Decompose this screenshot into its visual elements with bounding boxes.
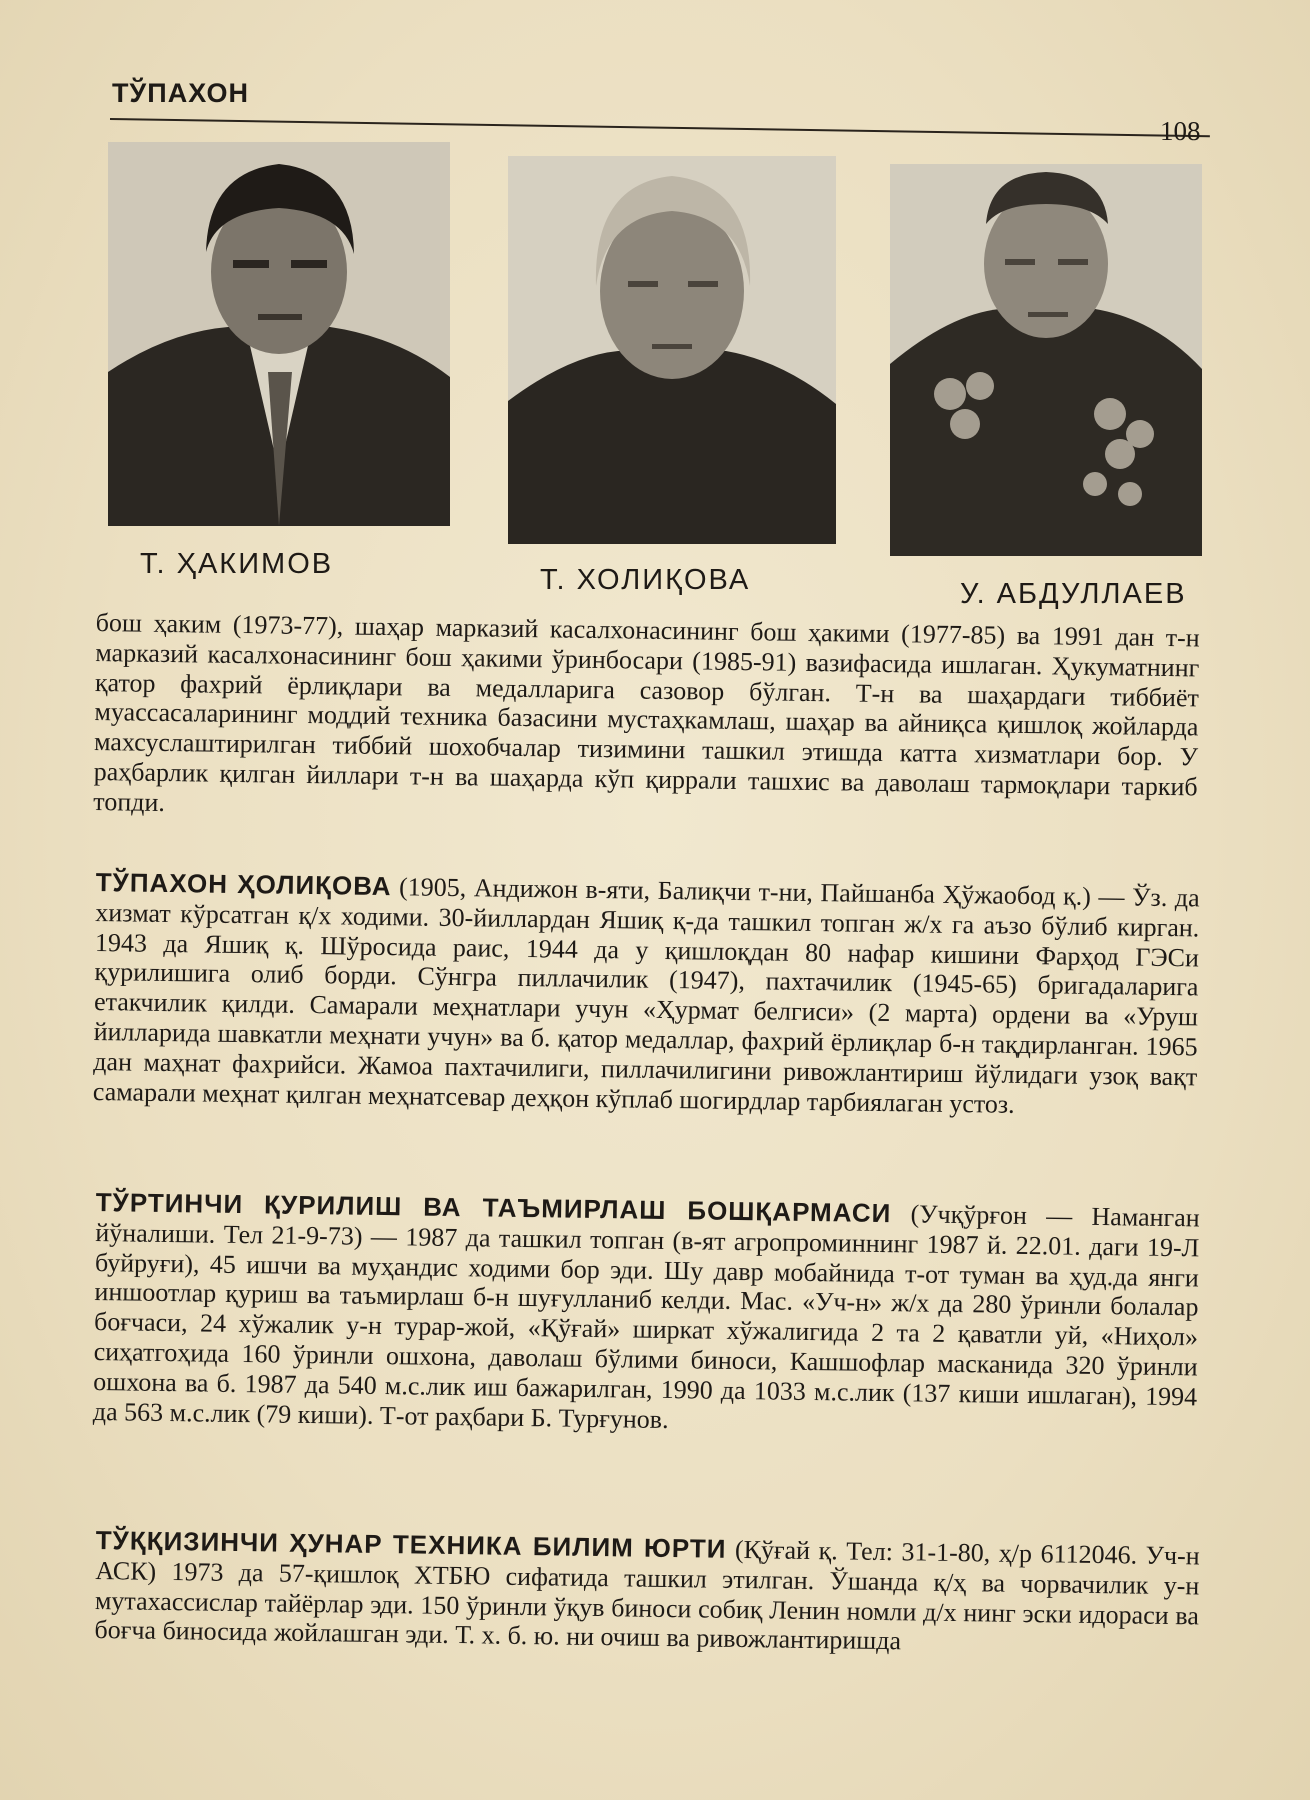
running-header-title: ТЎПАХОН [112, 78, 250, 108]
article-heading: ТЎРТИНЧИ ҚУРИЛИШ ВА ТАЪМИРЛАШ БОШҚАРМАСИ [95, 1187, 892, 1229]
portrait-photo-holiqova [508, 156, 836, 544]
article-text: (1905, Андижон в-яти, Балиқчи т-ни, Пайшанба Ҳўжаобод қ.) — Ўз. да хизмат кўрсатган қ/х ходими. 30-йиллардан Яшиқ қ-да ташкил топган ж/х га аъзо бўлиб кирган. 1943 да Яшиқ қ. Шўросида раис, 1944 да у қишлоқдан 80 нафар кишини Фарҳод ГЭСи қурилишига олиб борди. Сўнгра пиллачилик (1947), пахтачилик (1945-65) бригадаларига етакчилик қилди. Самарали меҳнатлари учун «Ҳурмат белгиси» (2 марта) ордени ва «Уруш йилларида шавкатли меҳнати учун» ва б. қатор медаллар, фахрий ёрлиқлар б-н тақдирланган. 1965 дан маҳнат фахрийси. Жамоа пахтачилиги, пиллачилигини ривожлантириш йўлидаги узоқ вақт самарали меҳнат қилган меҳнатсевар деҳқон кўплаб шогирдлар тарбиялаган устоз. [92, 872, 1200, 1119]
article-text: бош ҳаким (1973-77), шаҳар марказий касалхонасининг бош ҳакими (1977-85) ва 1991 дан т-н марказий касалхонасининг бош ҳакими ўринбосари (1985-91) вазифасида ишлаган. Ҳукуматнинг қатор фахрий ёрлиқлари ва медалларига сазовор бўлган. Т-н ва шаҳардаги тиббиёт муассасаларининг моддий техника базасини мустаҳкамлаш, шаҳар ва айниқса қишлоқ жойларда махсуслаштирилган тиббий шохобчалар тизимини ташкил этишда катта хизматлари бор. У раҳбарлик қилган йиллари т-н ва шаҳарда кўп қиррали ташхис ва даволаш тармоқлари таркиб топди. [93, 608, 1200, 817]
article-heading: ТЎҚҚИЗИНЧИ ҲУНАР ТЕХНИКА БИЛИМ ЮРТИ [95, 1525, 727, 1564]
article-continuation [93, 608, 1200, 832]
portrait-caption: Т. ХОЛИҚОВА [540, 564, 751, 596]
portrait-caption: У. АБДУЛЛАЕВ [960, 578, 1187, 610]
article-text: (Учқўрғон — Наманган йўналиши. Тел 21-9-73) — 1987 да ташкил топган (в-ят агропроминнинг 1987 й. 22.01. даги 19-Л буйруғи), 45 ишчи ва муҳандис ходими бор эди. Шу давр мобайнида т-от туман ва ҳуд.да янги иншоотлар қуриш ва таъмирлаш б-н шуғулланиб келди. Мас. «Уч-н» ж/х да 280 ўринли болалар боғчаси, 24 хўжалик у-н турар-жой, «Қўғай» ширкат хўжалигида 2 та 2 қаватли уй, «Ниҳол» сиҳатгоҳида 160 ўринли ошхона, даволаш бўлими биноси, Кашшофлар масканида 320 ўринли ошхона ва б. 1987 да 540 м.с.лик иш бажарилган, 1990 да 1033 м.с.лик (137 киши ишлаган), 1994 да 563 м.с.лик (79 киши). Т-от раҳбари Б. Турғунов. [92, 1199, 1200, 1434]
header-rule [110, 118, 1210, 137]
article-entry [93, 868, 1200, 1122]
portrait-photo-hakimov [108, 142, 450, 526]
article-entry [93, 1188, 1200, 1442]
portrait-photo-abdullaev [890, 164, 1202, 556]
portrait-caption: Т. ҲАКИМОВ [140, 548, 334, 580]
article-heading: ТЎПАХОН ҲОЛИҚОВА [95, 867, 392, 902]
article-text: (Қўғай қ. Тел: 31-1-80, ҳ/р 6112046. Уч-н АСК) 1973 да 57-қишлоқ ХТБЮ сифатида ташкил этилган. Ўшанда қ/ҳ ва чорвачилик у-н мутахассислар тайёрлар эди. 150 ўринли ўқув биноси собиқ Ленин номли д/х нинг эски идораси ва боғча биносида жойлашган эди. Т. х. б. ю. ни очиш ва ривожлантиришда [94, 1534, 1200, 1656]
page-number: 108 [1160, 116, 1201, 146]
article-entry [94, 1526, 1200, 1661]
